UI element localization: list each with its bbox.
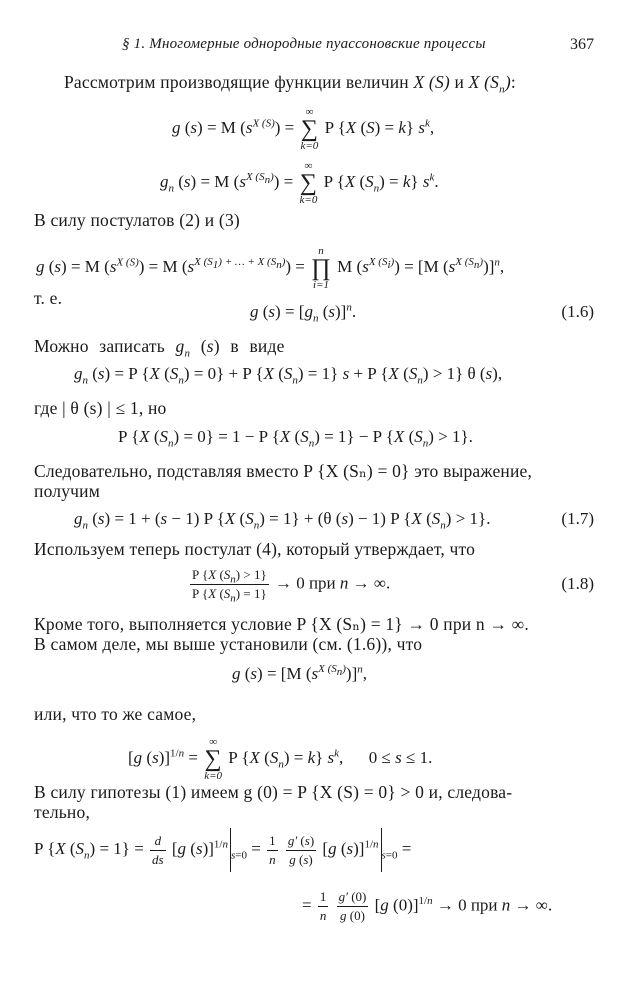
paragraph-hypothesis-2: тельно, bbox=[34, 802, 91, 822]
formula-product: g (s) = M $(s^{X (S)}) = M$ $(s^{X (S_1) + \dots + X (S_n)})$ = n ∏ i=1 M $(s^{X (S_i)}) = [M$ $(s^{X (S_n)})]^n$, bbox=[36, 245, 505, 291]
formula-generating-function-gn: $g_n$ (s) = M $(s^{X (S_n)})$ = ∞ ∑ k=0 P {X $(S_n) = k$} $s^k$. bbox=[160, 160, 439, 206]
equation-number-1-6: (1.6) bbox=[561, 302, 594, 321]
formula-generating-function-g: g (s) = M $(s^{X (S)})$ = ∞ ∑ k=0 P {X (S) = k} $s^k$, bbox=[172, 106, 435, 152]
formula-limit: = $\frac{1}{n}$ $\frac{g' (0)}{g (0)}$ [g (0)]$^{1/n}$ → 0 при n → ∞. bbox=[302, 889, 553, 923]
fraction-d-ds: $\frac{d}{ds}$ bbox=[152, 832, 164, 867]
paragraph-consequently-2: получим bbox=[34, 481, 101, 501]
ie-label: т. е. bbox=[34, 288, 63, 308]
paragraph-moreover-2: В самом деле, мы выше установили (см. (1.6)), что bbox=[34, 634, 423, 654]
intro-text: Рассмотрим производящие функции величин bbox=[64, 72, 409, 92]
paragraph-or-same: или, что то же самое, bbox=[34, 704, 197, 724]
formula-1-7: $g_n$ (s) = 1 + (s − 1) P {X $(S_n) = 1\} + (\theta$ (s) − 1) P {X $(S_n) > 1$}. bbox=[74, 509, 491, 532]
fraction-one-over-n: $\frac{1}{n}$ bbox=[269, 832, 276, 867]
fraction-g-prime-zero: $\frac{g' (0)}{g (0)}$ bbox=[338, 889, 367, 923]
formula-1-8: $\frac{P \{X (S_n) > 1\}}{P \{X (S_n) = 1\}}$ → 0 при n → ∞. bbox=[192, 567, 391, 605]
fraction-ratio: $\frac{P \{X (S_n) > 1\}}{P \{X (S_n) = 1\}}$ bbox=[192, 567, 267, 605]
sum-symbol: ∞ ∑ k=0 bbox=[204, 736, 223, 782]
equation-number-1-7: (1.7) bbox=[561, 509, 594, 528]
paragraph-postulates: В силу постулатов (2) и (3) bbox=[34, 210, 240, 230]
can-write-text: Можно записать bbox=[34, 336, 165, 356]
paragraph-postulate-4: Используем теперь постулат (4), который утверждает, что bbox=[34, 539, 476, 559]
running-title: § 1. Многомерные однородные пуассоновские процессы bbox=[122, 36, 486, 52]
paragraph-can-write: Можно записать $g_n$ (s) в виде bbox=[34, 336, 285, 360]
product-symbol: n ∏ i=1 bbox=[311, 245, 331, 291]
fraction-g-prime: $\frac{g' (s)}{g (s)}$ bbox=[287, 832, 315, 867]
formula-p-zero: P {X $(S_n) = 0\} = 1 - P$ {X $(S_n) = 1\} - P$ {X $(S_n) > 1$}. bbox=[118, 427, 473, 450]
formula-1-6: g $(s) = [g_n$ (s)]$^n$. bbox=[250, 301, 357, 325]
formula-g-power: g (s) = [M $(s^{X (S_n)})]^n$, bbox=[232, 663, 367, 683]
sum-symbol: ∞ ∑ k=0 bbox=[300, 106, 319, 152]
formula-root-series: [g (s)]$^{1/n}$ = ∞ ∑ k=0 P {X $(S_n) = k$} $s^k$, 0 ≤ s ≤ 1. bbox=[128, 736, 433, 782]
paragraph-consequently-1: Следовательно, подставляя вместо P {X (Sₙ) = 0} это выражение, bbox=[34, 461, 533, 481]
paragraph-intro: Рассмотрим производящие функции величин X (S) и X $(S_n)$: bbox=[64, 72, 516, 96]
paragraph-moreover-1: Кроме того, выполняется условие P {X (Sₙ) = 1} → 0 при n → ∞. bbox=[34, 614, 529, 634]
page-header bbox=[0, 36, 634, 58]
equation-number-1-8: (1.8) bbox=[561, 574, 594, 593]
paragraph-hypothesis-1: В силу гипотезы (1) имеем g (0) = P {X (S) = 0} > 0 и, следова- bbox=[34, 782, 513, 802]
fraction-one-over-n: $\frac{1}{n}$ bbox=[319, 889, 327, 923]
at-infinity-word: при bbox=[470, 895, 498, 915]
page-number: 367 bbox=[570, 36, 594, 53]
sum-symbol: ∞ ∑ k=0 bbox=[299, 160, 318, 206]
paragraph-where-theta: где | θ (s) | ≤ 1, но bbox=[34, 398, 167, 418]
can-write-tail: в виде bbox=[230, 336, 285, 356]
formula-derivative: P {X $(S_n) = 1$} = $\frac{d}{ds}$ [g (s)]$^{1/n}_{s=0}$ = $\frac{1}{n}$ $\frac{g' (s)}{g (s)}$ [g (s)]$^{1/n}_{s=0}$ = bbox=[34, 828, 411, 872]
formula-gn-expansion: $g_n$ (s) = P {X $(S_n) = 0\} + P$ {X $(S_n) = 1$} s + P {X $(S_n) > 1$} θ (s), bbox=[74, 364, 503, 387]
